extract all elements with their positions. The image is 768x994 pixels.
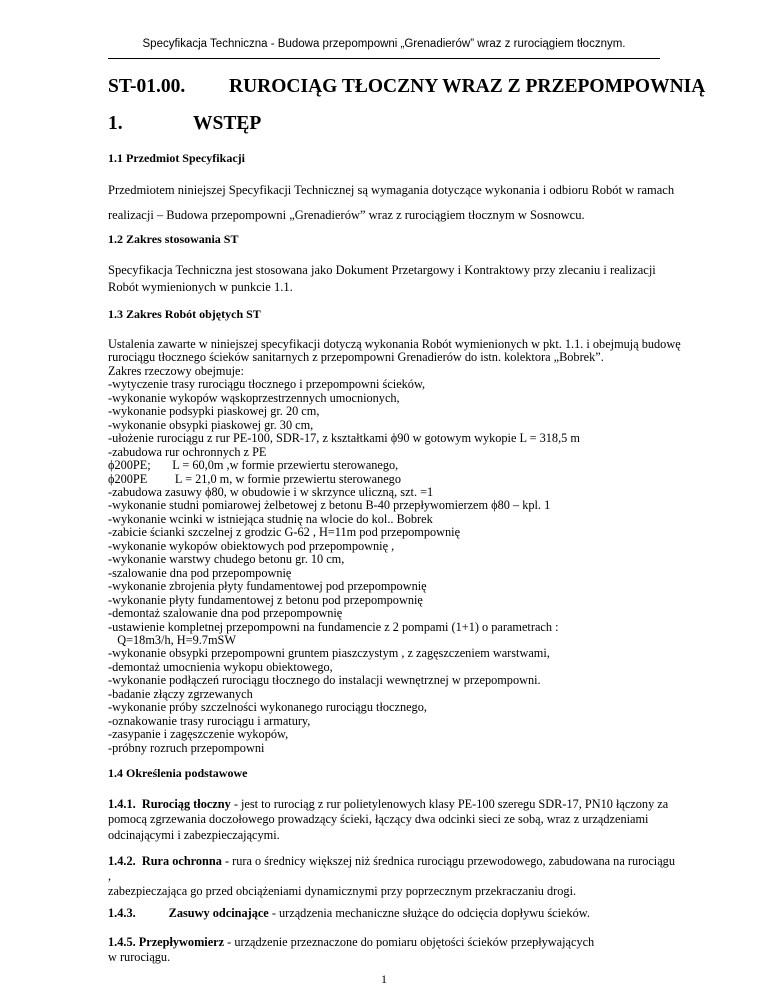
subsection-1-1-line-2: realizacji – Budowa przepompowni „Grenadierów” wraz z rurociągiem tłocznym w Sosnowcu.	[108, 208, 585, 222]
definition-text: odcinającymi i zabezpieczającymi.	[108, 827, 280, 842]
spec-code: ST-01.00.	[108, 76, 186, 97]
scope-line: -ułożenie rurociągu z rur PE-100, SDR-17, z kształtkami ϕ90 w gotowym wykopie L = 318,5 m	[108, 431, 580, 446]
definition-text: w rurociągu.	[108, 950, 171, 964]
subsection-1-3-heading: 1.3 Zakres Robót objętych ST	[108, 307, 261, 321]
definition-1-4-3	[108, 905, 590, 922]
scope-line: -próbny rozruch przepompowni	[108, 740, 265, 755]
definition-1-4-1	[108, 797, 668, 843]
definition-number: 1.4.1.	[108, 797, 136, 811]
scope-line: rurociągu tłocznego ścieków sanitarnych z przepompowni Grenadierów do istn. kolektora „Bobrek”.	[108, 350, 604, 365]
subsection-1-1-heading: 1.1 Przedmiot Specyfikacji	[108, 151, 245, 165]
header-divider	[108, 58, 660, 59]
section-number: 1.	[108, 113, 123, 134]
scope-line: -wykonanie podsypki piaskowej gr. 20 cm,	[108, 404, 320, 419]
definition-1-4-5	[108, 935, 594, 965]
definition-term: Rura ochronna	[141, 854, 222, 868]
running-header: Specyfikacja Techniczna - Budowa przepompowni „Grenadierów” wraz z rurociągiem tłocznym.	[142, 38, 626, 50]
scope-line: -demontaż umocnienia wykopu obiektowego,	[108, 659, 333, 674]
scope-list	[108, 338, 681, 755]
scope-line: ϕ200PE L = 21,0 m, w formie przewiertu sterowanego	[108, 471, 401, 486]
definition-text: pomocą zgrzewania doczołowego prowadzący ścieki, łączący dwa odcinki sieci ze sobą, wraz z urządzeniami	[108, 812, 649, 827]
subsection-1-2-heading: 1.2 Zakres stosowania ST	[108, 232, 239, 246]
definition-comma: ,	[108, 869, 112, 883]
scope-line: -wykonanie płyty fundamentowej z betonu pod przepompownię	[108, 592, 423, 607]
definition-term: Przepływomierz	[138, 935, 225, 949]
scope-line: Ustalenia zawarte w niniejszej specyfikacji dotyczą wykonania Robót wymienionych w pkt. 1.1. i obejmują budowę	[108, 337, 681, 351]
definition-text: - rura o średnicy większej niż średnica rurociągu przewodowego, zabudowana na rurociągu	[221, 854, 675, 868]
definition-term: Rurociąg tłoczny	[141, 797, 231, 811]
scope-line: -zabicie ścianki szczelnej z grodzic G-62 , H=11m pod przepompownię	[108, 525, 461, 540]
scope-line: -demontaż szalowanie dna pod przepompownię	[108, 606, 343, 621]
subsection-1-1-line-1: Przedmiotem niniejszej Specyfikacji Technicznej są wymagania dotyczące wykonania i odbioru Robót w ramach	[108, 183, 675, 197]
definition-1-4-2	[108, 854, 675, 899]
scope-line: -wykonanie obsypki piaskowej gr. 30 cm,	[108, 417, 314, 432]
scope-line: -zasypanie i zagęszczenie wykopów,	[108, 727, 289, 742]
subsection-1-4-heading: 1.4 Określenia podstawowe	[108, 766, 248, 780]
definition-number: 1.4.2.	[108, 854, 136, 868]
definition-text: - urządzenie przeznaczone do pomiaru objętości ścieków przepływających	[224, 935, 595, 949]
page-number: 1	[381, 972, 387, 986]
scope-line: Q=18m3/h, H=9.7mSW	[108, 632, 236, 647]
scope-line: -wykonanie wykopów obiektowych pod przepompownię ,	[108, 538, 395, 553]
definition-text: - jest to rurociąg z rur polietylenowych klasy PE-100 szeregu SDR-17, PN10 łączony za	[230, 797, 669, 811]
scope-line: -badanie złączy zgrzewanych	[108, 686, 253, 701]
spec-title: RUROCIĄG TŁOCZNY WRAZ Z PRZEPOMPOWNIĄ	[229, 76, 706, 97]
scope-line: -zabudowa zasuwy ϕ80, w obudowie i w skrzynce uliczną, szt. =1	[108, 484, 434, 499]
definition-text: - urządzenia mechaniczne służące do odcięcia dopływu ścieków.	[268, 906, 590, 920]
subsection-1-2-text: Specyfikacja Techniczna jest stosowana jako Dokument Przetargowy i Kontraktowy przy zlecaniu i realizacji Robót wymienionych w punkcie 1.1.	[108, 263, 656, 294]
scope-line: -zabudowa rur ochronnych z PE	[108, 444, 267, 459]
definition-number: 1.4.5.	[108, 935, 136, 949]
scope-line: -wykonanie próby szczelności wykonanego rurociągu tłocznego,	[108, 700, 427, 715]
scope-line: -ustawienie kompletnej przepompowni na fundamencie z 2 pompami (1+1) o parametrach :	[108, 619, 559, 634]
scope-line: -wytyczenie trasy rurociągu tłocznego i przepompowni ścieków,	[108, 377, 426, 392]
section-title: WSTĘP	[193, 113, 262, 134]
scope-line: -wykonanie studni pomiarowej żelbetowej z betonu B-40 przepływomierzem ϕ80 – kpl. 1	[108, 498, 551, 513]
definition-term: Zasuwy odcinające	[168, 906, 269, 920]
scope-line: -wykonanie warstwy chudego betonu gr. 10 cm,	[108, 552, 345, 567]
scope-line: -szalowanie dna pod przepompownię	[108, 565, 292, 580]
scope-line: -wykonanie wykopów wąskoprzestrzennych umocnionych,	[108, 390, 400, 405]
scope-line: ϕ200PE; L = 60,0m ,w formie przewiertu sterowanego,	[108, 458, 399, 473]
definition-number: 1.4.3.	[108, 906, 136, 920]
scope-line: -wykonanie zbrojenia płyty fundamentowej pod przepompownię	[108, 579, 427, 594]
definition-text: zabezpieczająca go przed obciążeniami dynamicznymi przy poprzecznym przekraczaniu drogi.	[108, 884, 577, 898]
scope-line: -wykonanie obsypki przepompowni gruntem piaszczystym , z zagęszczeniem warstwami,	[108, 646, 550, 661]
scope-line: Zakres rzeczowy obejmuje:	[108, 363, 244, 378]
scope-line: -oznakowanie trasy rurociągu i armatury,	[108, 713, 311, 728]
scope-line: -wykonanie wcinki w istniejąca studnię na wlocie do kol.. Bobrek	[108, 511, 433, 526]
scope-line: -wykonanie podłączeń rurociągu tłocznego do instalacji wewnętrznej w przepompowni.	[108, 673, 541, 688]
